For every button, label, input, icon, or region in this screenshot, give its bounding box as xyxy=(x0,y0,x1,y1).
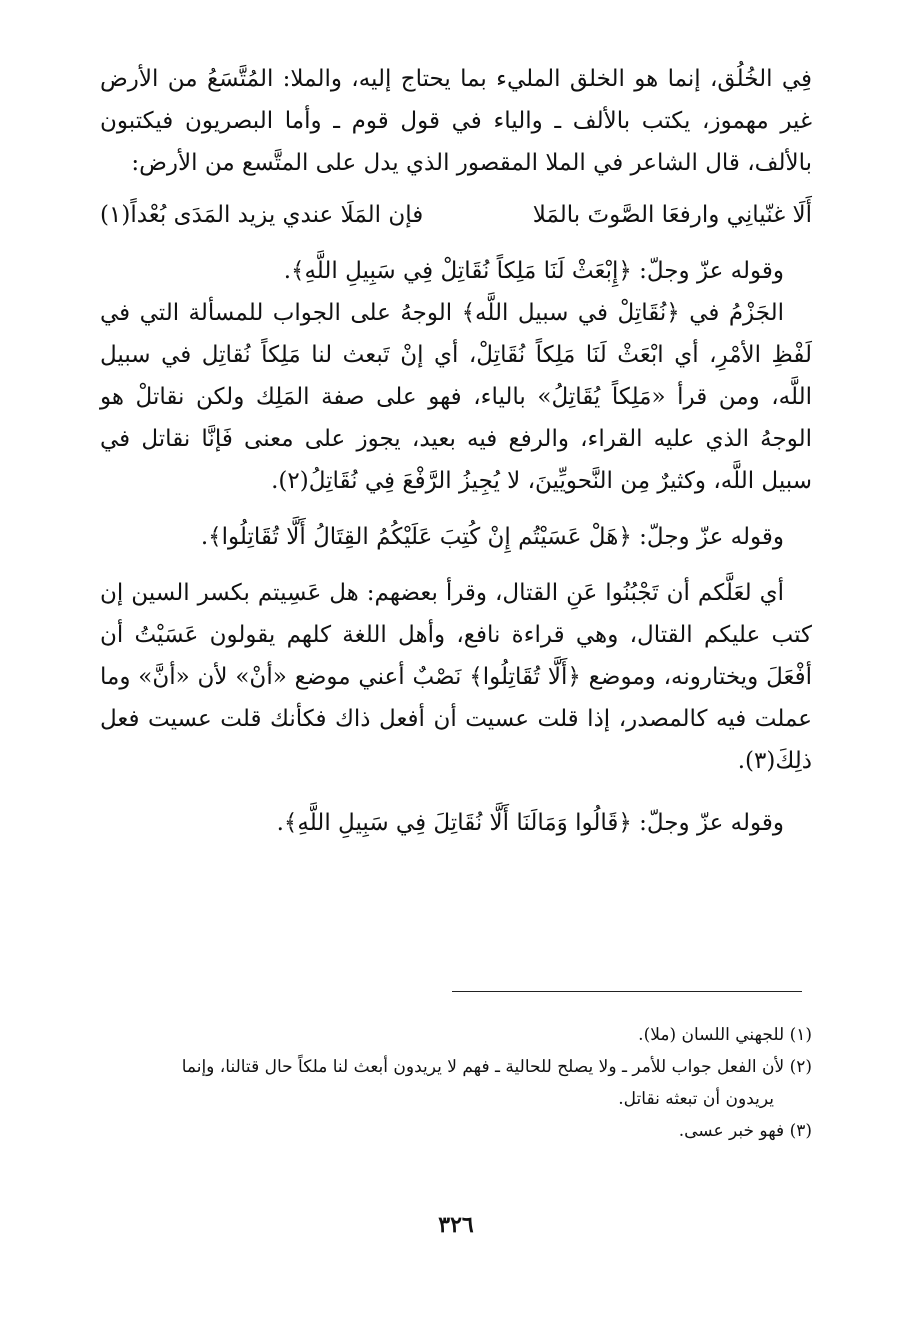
footnote-separator xyxy=(452,991,802,992)
paragraph-quran-2: وقوله عزّ وجلّ: ﴿هَلْ عَسَيْتُم إِنْ كُتِبَ عَلَيْكُمُ القِتَالُ أَلَّا تُقَاتِلُوا﴾. xyxy=(200,524,784,550)
paragraph-1: فِي الخُلُق، إنما هو الخلق المليء بما يحتاج إليه، والملا: المُتَّسَعُ من الأرض غير مهموز، يكتب بالألف ـ والياء في قول قوم ـ وأما البصريون فيكتبون بالألف، قال الشاعر في الملا المقصور الذي يدل على المتَّسع من الأرض: xyxy=(100,66,812,176)
footnote-2-continuation: يريدون أن تبعثه نقاتل. xyxy=(618,1089,774,1109)
footnote-2: (٢) لأن الفعل جواب للأمر ـ ولا يصلح للحالية ـ فهم لا يريدون أبعث لنا ملكاً حال قتالنا، وإنما xyxy=(181,1057,812,1077)
footnotes xyxy=(100,1020,812,1148)
footnote-1: (١) للجهني اللسان (ملا). xyxy=(638,1025,812,1045)
verse-second-hemistich: فإن المَلَا عندي يزيد المَدَى بُعْداً(١) xyxy=(100,202,424,228)
paragraph-2: الجَزْمُ في ﴿نُقَاتِلْ في سبيل اللَّه﴾ الوجهُ على الجواب للمسألة التي في لَفْظِ الأمْرِ، أي ابْعَثْ لَنَا مَلِكاً نُقَاتِلْ، أي إنْ تَبعث لنا مَلِكاً نُقاتِل في سبيل اللَّه، ومن قرأ «مَلِكاً يُقَاتِلُ» بالياء، فهو على صفة المَلِك ولكن نقاتلْ هو الوجهُ الذي عليه القراء، والرفع فيه بعيد، يجوز على معنى فَإنَّا نقاتل في سبيل اللَّه، وكثيرٌ مِن النَّحويِّينَ، لا يُجِيزُ الرَّفْعَ فِي نُقَاتِلُ(٢). xyxy=(100,300,812,494)
paragraph-quran-1: وقوله عزّ وجلّ: ﴿إِبْعَثْ لَنَا مَلِكاً نُقَاتِلْ فِي سَبِيلِ اللَّهِ﴾. xyxy=(283,258,784,284)
verse-first-hemistich: أَلَا غنّيانِي وارفعَا الصَّوتَ بالمَلا xyxy=(532,202,812,228)
page-number: ٣٢٦ xyxy=(438,1212,474,1238)
footnote-3: (٣) فهو خبر عسى. xyxy=(678,1121,812,1141)
poetry-verse xyxy=(100,194,812,236)
paragraph-3: أي لعَلَّكم أن تَجْبُنُوا عَنِ القتال، وقرأ بعضهم: هل عَسِيتم بكسر السين إن كتب عليكم القتال، وهي قراءة نافع، وأهل اللغة كلهم يقولون عَسَيْتُ أن أفْعَلَ ويختارونه، وموضع ﴿أَلَّا تُقَاتِلُوا﴾ نَصْبٌ أعني موضع «أنْ» لأن «أنَّ» وما عملت فيه كالمصدر، إذا قلت عسيت أن أفعل ذاك فكأنك قلت عسيت فعل ذلِكَ(٣). xyxy=(100,580,812,774)
main-text xyxy=(100,58,812,844)
paragraph-quran-3: وقوله عزّ وجلّ: ﴿قَالُوا وَمَالَنَا أَلَّا نُقَاتِلَ فِي سَبِيلِ اللَّهِ﴾. xyxy=(276,810,784,836)
